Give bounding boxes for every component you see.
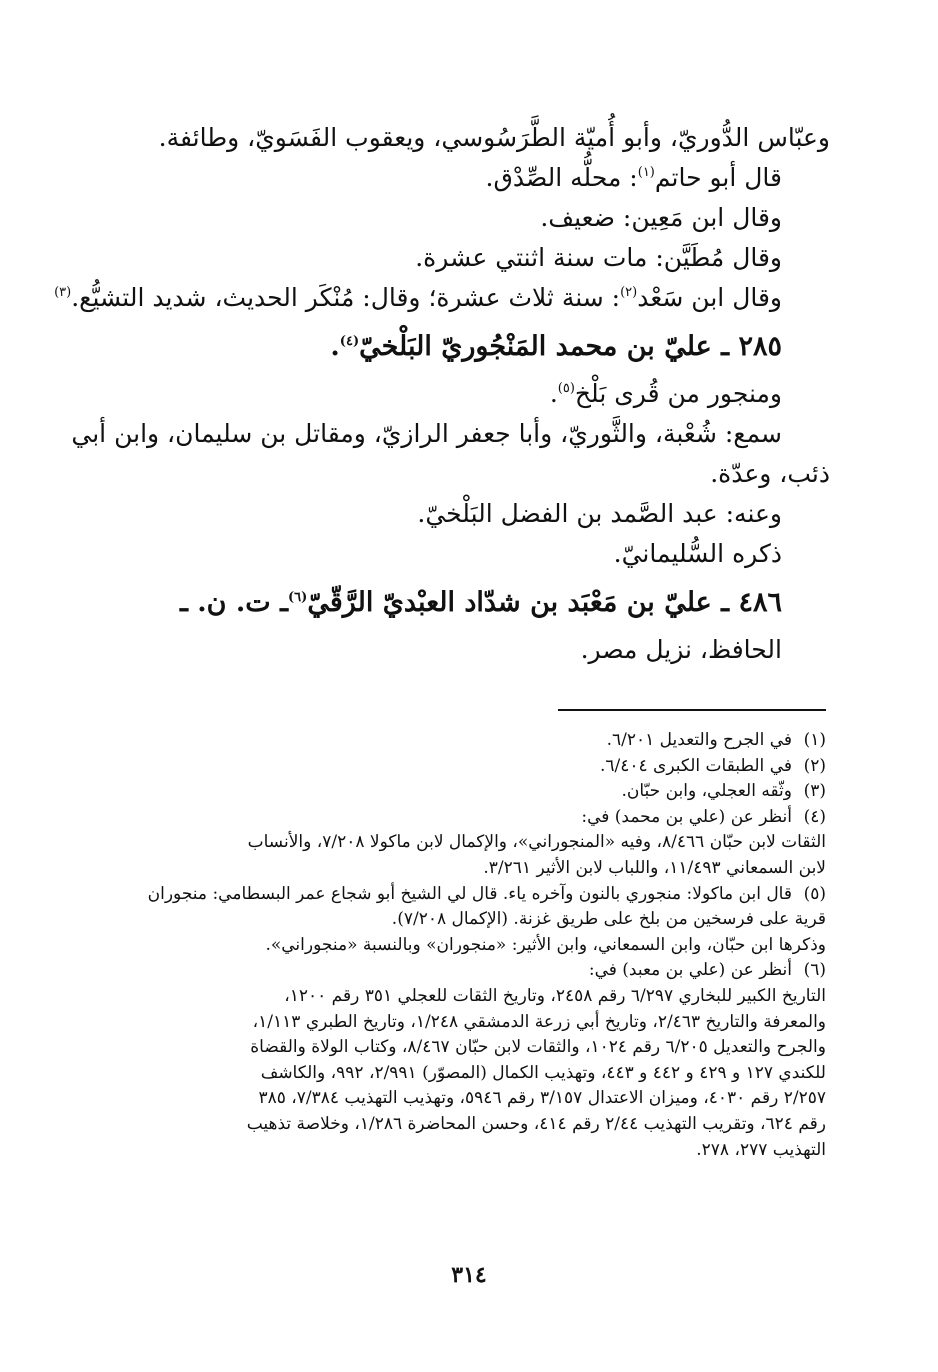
footnote-text: في الجرح والتعديل ٦/٢٠١.: [606, 730, 792, 750]
text-line-ibn-main: وقال ابن مَعِين: ضعيف.: [540, 203, 782, 232]
footnote-number: (٦): [803, 960, 826, 981]
entry-285-title-end: .: [330, 331, 340, 362]
entry-486-title: ٤٨٦ ـ عليّ بن مَعْبَد بن شدّاد العبْديّ الرَّقّيّ: [307, 587, 782, 618]
text-line-hafiz: الحافظ، نزيل مصر.: [580, 635, 782, 664]
abu-hatim-label: قال أبو حاتم: [654, 163, 782, 192]
footnote-4-line-2: الثقات لابن حبّان ٨/٤٦٦، وفيه «المنجوراني»، والإكمال لابن ماكولا ٧/٢٠٨، والأنساب: [247, 832, 826, 853]
footnote-6-line-5: للكندي ١٢٧ و ٤٢٩ و ٤٤٢ و ٤٤٣، وتهذيب الكمال (المصوّر) ٢/٩٩١، ٩٩٢، والكاشف: [260, 1062, 826, 1083]
page-number: ٣١٤: [451, 1262, 487, 1288]
footnote-ref-2[interactable]: (٢): [620, 285, 638, 300]
footnote-text: قال ابن ماكولا: منجوري بالنون وآخره ياء. قال لي الشيخ أبو شجاع عمر البسطامي: منجوران: [147, 883, 792, 904]
main-text: [54, 118, 830, 670]
abu-hatim-text: : محلُّه الصِّدْق.: [485, 163, 638, 192]
footnote-5: [111, 882, 826, 908]
entry-486-sigla: ـ ت. ن. ـ: [179, 587, 289, 618]
footnote-6-line-4: والجرح والتعديل ٦/٢٠٥ رقم ١٠٢٤، والثقات لابن حبّان ٨/٤٦٧، وكتاب الولاة والقضاة: [250, 1037, 826, 1058]
footnote-6-line-7: رقم ٦٢٤، وتقريب التهذيب ٢/٤٤ رقم ٤١٤، وحسن المحاضرة ١/٢٨٦، وخلاصة تذهيب: [246, 1113, 826, 1134]
ibn-saad-text: : سنة ثلاث عشرة؛ وقال: مُنْكَر الحديث، شديد التشيُّع.: [71, 283, 621, 312]
footnote-6-line-8: التهذيب ٢٧٧، ٢٧٨.: [696, 1139, 826, 1160]
text-line-1: وعبّاس الدُّوريّ، وأبو أُميّة الطَّرَسُوسي، ويعقوب الفَسَويّ، وطائفة.: [158, 123, 830, 152]
text-line-dhib: ذئب، وعدّة.: [710, 459, 830, 488]
manjur-end: .: [549, 379, 558, 408]
text-line-anhu: وعنه: عبد الصَّمد بن الفضل البَلْخيّ.: [417, 499, 782, 528]
entry-486-heading: [110, 580, 830, 626]
footnote-number: (٢): [803, 755, 826, 776]
footnote-6: [111, 958, 826, 984]
footnote-ref-4[interactable]: (٤): [339, 334, 360, 349]
footnote-4: [111, 805, 826, 831]
footnote-divider: [558, 709, 826, 711]
footnote-text: أنظر عن (علي بن محمد) في:: [581, 806, 792, 827]
footnote-5-line-3: وذكرها ابن حبّان، وابن السمعاني، وابن الأثير: «منجوران» وبالنسبة «منجوراني».: [265, 934, 826, 955]
text-line-mutayyan: وقال مُطَيَّن: مات سنة اثنتي عشرة.: [415, 243, 782, 272]
footnote-2: [111, 754, 826, 780]
footnote-3: [111, 779, 826, 805]
text-line-manjur: [110, 374, 830, 414]
footnote-number: (١): [803, 730, 826, 750]
footnote-number: (٤): [803, 806, 826, 827]
footnote-4-line-3: لابن السمعاني ١١/٤٩٣، واللباب لابن الأثير ٣/٢٦١.: [483, 857, 826, 878]
footnote-number: (٣): [803, 781, 826, 802]
footnote-ref-5[interactable]: (٥): [557, 381, 575, 396]
footnote-text: أنظر عن (علي بن معبد) في:: [588, 960, 792, 981]
text-line-sami: سمع: شُعْبة، والثَّوريّ، وأبا جعفر الرازيّ، ومقاتل بن سليمان، وابن أبي: [71, 419, 782, 448]
footnote-6-line-6: ٢/٢٥٧ رقم ٤٠٣٠، وميزان الاعتدال ٣/١٥٧ رقم ٥٩٤٦، وتهذيب التهذيب ٧/٣٨٤، ٣٨٥: [258, 1088, 826, 1109]
text-line-abu-hatim: [110, 158, 830, 198]
footnote-ref-1[interactable]: (١): [637, 165, 655, 180]
entry-285-heading: [110, 324, 830, 370]
ibn-saad-label: وقال ابن سَعْد: [637, 283, 782, 312]
manjur-text: ومنجور من قُرى بَلْخ: [574, 379, 782, 408]
entry-285-title: ٢٨٥ ـ عليّ بن محمد المَنْجُوريّ البَلْخيّ: [359, 331, 782, 362]
text-line-dhakarahu: ذكره السُّليمانيّ.: [613, 539, 782, 568]
footnote-1: [111, 728, 826, 754]
footnote-6-line-2: التاريخ الكبير للبخاري ٦/٢٩٧ رقم ٢٤٥٨، وتاريخ الثقات للعجلي ٣٥١ رقم ١٢٠٠،: [284, 985, 826, 1006]
footnote-6-line-3: والمعرفة والتاريخ ٢/٤٦٣، وتاريخ أبي زرعة الدمشقي ١/٢٤٨، وتاريخ الطبري ١/١١٣،: [252, 1011, 826, 1032]
footnote-5-line-2: قرية على فرسخين من بلخ على طريق غزنة. (الإكمال ٧/٢٠٨).: [391, 909, 826, 930]
footnote-ref-6[interactable]: (٦): [288, 590, 308, 605]
footnotes: [111, 728, 826, 1163]
footnote-text: في الطبقات الكبرى ٦/٤٠٤.: [599, 755, 792, 776]
footnote-number: (٥): [803, 883, 826, 904]
footnote-ref-3[interactable]: (٣): [54, 285, 72, 300]
text-line-ibn-saad: [54, 278, 830, 318]
footnote-text: وثّقه العجلي، وابن حبّان.: [621, 781, 792, 802]
